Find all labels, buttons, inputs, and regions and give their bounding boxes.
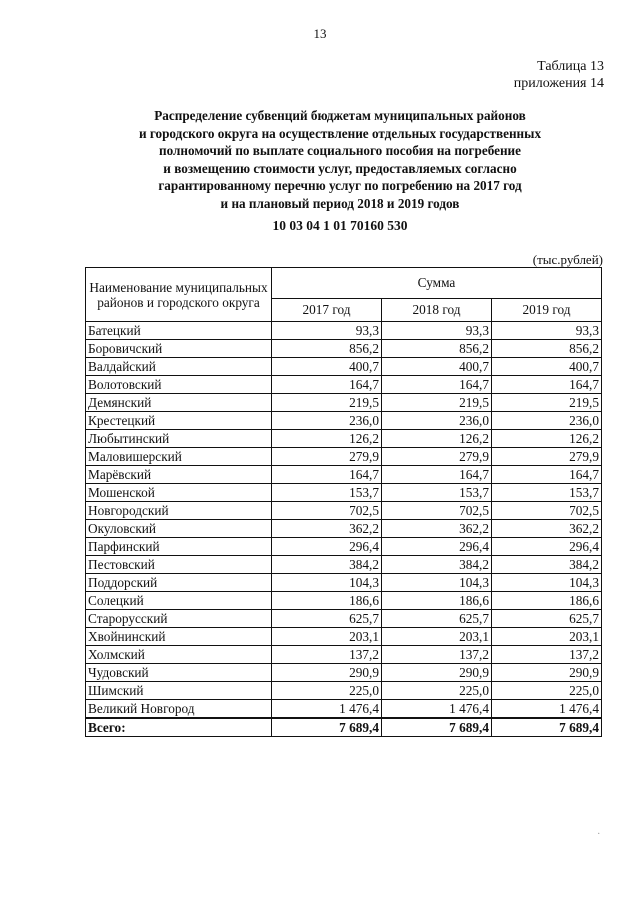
table-row [86,412,602,430]
budget-classification-code: 10 03 04 1 01 70160 530 [272,218,408,233]
row-value-2017: 153,7 [272,484,382,502]
row-municipality-name: Любытинский [86,430,272,448]
row-value-2019: 203,1 [492,628,602,646]
total-label: Всего: [86,718,272,737]
total-value-2018: 7 689,4 [382,718,492,737]
table-row [86,628,602,646]
row-value-2017: 296,4 [272,538,382,556]
header-sum: Сумма [272,268,602,299]
row-value-2018: 384,2 [382,556,492,574]
total-value-2019: 7 689,4 [492,718,602,737]
row-value-2017: 137,2 [272,646,382,664]
row-value-2019: 104,3 [492,574,602,592]
table-row [86,502,602,520]
row-value-2018: 279,9 [382,448,492,466]
table-ref-line2: приложения 14 [513,76,604,91]
row-municipality-name: Солецкий [86,592,272,610]
row-municipality-name: Боровичский [86,340,272,358]
row-municipality-name: Волотовский [86,376,272,394]
document-title [80,107,600,213]
row-value-2017: 186,6 [272,592,382,610]
row-value-2018: 126,2 [382,430,492,448]
row-municipality-name: Мошенской [86,484,272,502]
table-row [86,664,602,682]
row-value-2018: 153,7 [382,484,492,502]
row-value-2018: 1 476,4 [382,700,492,719]
row-value-2017: 702,5 [272,502,382,520]
row-value-2019: 164,7 [492,376,602,394]
title-line: и возмещению стоимости услуг, предоставляемых согласно [163,160,517,176]
header-year-2018: 2018 год [382,299,492,322]
table-total-row [86,718,602,737]
row-value-2019: 93,3 [492,322,602,340]
row-value-2018: 219,5 [382,394,492,412]
units-label: (тыс.рублей) [532,252,603,267]
row-municipality-name: Поддорский [86,574,272,592]
row-municipality-name: Шимский [86,682,272,700]
row-municipality-name: Великий Новгород [86,700,272,719]
header-year-2017: 2017 год [272,299,382,322]
table-row [86,700,602,719]
header-municipality-name: Наименование муниципальных районов и городского округа [86,268,272,322]
corner-mark: . [597,826,600,837]
table-body [86,322,602,737]
row-value-2019: 290,9 [492,664,602,682]
row-value-2017: 1 476,4 [272,700,382,719]
row-municipality-name: Новгородский [86,502,272,520]
row-value-2018: 186,6 [382,592,492,610]
table-row [86,484,602,502]
table-row [86,574,602,592]
row-value-2018: 236,0 [382,412,492,430]
row-municipality-name: Пестовский [86,556,272,574]
table-row [86,430,602,448]
row-value-2018: 400,7 [382,358,492,376]
row-value-2019: 296,4 [492,538,602,556]
row-value-2017: 290,9 [272,664,382,682]
title-line: гарантированному перечню услуг по погребению на 2017 год [158,178,522,194]
row-value-2017: 203,1 [272,628,382,646]
row-value-2019: 400,7 [492,358,602,376]
row-value-2018: 225,0 [382,682,492,700]
row-value-2017: 164,7 [272,466,382,484]
row-value-2018: 164,7 [382,376,492,394]
row-value-2017: 126,2 [272,430,382,448]
row-value-2018: 296,4 [382,538,492,556]
row-value-2019: 137,2 [492,646,602,664]
row-value-2018: 164,7 [382,466,492,484]
row-municipality-name: Холмский [86,646,272,664]
row-value-2019: 362,2 [492,520,602,538]
table-row [86,466,602,484]
row-value-2018: 856,2 [382,340,492,358]
row-value-2017: 625,7 [272,610,382,628]
row-value-2018: 702,5 [382,502,492,520]
title-line: Распределение субвенций бюджетам муниципальных районов [154,108,526,123]
row-value-2019: 856,2 [492,340,602,358]
row-municipality-name: Демянский [86,394,272,412]
row-value-2019: 1 476,4 [492,700,602,719]
table-reference [514,58,604,92]
table-row [86,592,602,610]
table-row [86,394,602,412]
row-municipality-name: Батецкий [86,322,272,340]
table-row [86,520,602,538]
table-row [86,538,602,556]
row-value-2017: 236,0 [272,412,382,430]
subvention-table [85,267,602,737]
row-value-2019: 702,5 [492,502,602,520]
table-row [86,556,602,574]
table-row [86,682,602,700]
table-row [86,448,602,466]
table-ref-line1: Таблица 13 [537,59,604,74]
row-value-2018: 290,9 [382,664,492,682]
row-value-2017: 93,3 [272,322,382,340]
table-row [86,610,602,628]
row-value-2019: 225,0 [492,682,602,700]
title-line: и на плановый период 2018 и 2019 годов [220,195,460,211]
row-value-2019: 153,7 [492,484,602,502]
row-municipality-name: Хвойнинский [86,628,272,646]
row-value-2017: 279,9 [272,448,382,466]
row-value-2019: 384,2 [492,556,602,574]
header-year-2019: 2019 год [492,299,602,322]
total-value-2017: 7 689,4 [272,718,382,737]
row-value-2017: 384,2 [272,556,382,574]
row-value-2017: 225,0 [272,682,382,700]
title-line: полномочий по выплате социального пособия на погребение [158,143,522,159]
row-value-2018: 203,1 [382,628,492,646]
row-value-2019: 164,7 [492,466,602,484]
row-value-2019: 236,0 [492,412,602,430]
title-line: и городского округа на осуществление отдельных государственных [138,125,542,141]
row-value-2018: 93,3 [382,322,492,340]
row-value-2017: 856,2 [272,340,382,358]
row-value-2019: 126,2 [492,430,602,448]
row-value-2017: 219,5 [272,394,382,412]
row-municipality-name: Старорусский [86,610,272,628]
row-value-2019: 625,7 [492,610,602,628]
row-municipality-name: Крестецкий [86,412,272,430]
row-value-2018: 625,7 [382,610,492,628]
table-row [86,376,602,394]
row-municipality-name: Чудовский [86,664,272,682]
table-row [86,322,602,340]
row-value-2018: 137,2 [382,646,492,664]
table-row [86,340,602,358]
row-value-2018: 104,3 [382,574,492,592]
row-value-2019: 279,9 [492,448,602,466]
table-row [86,646,602,664]
row-value-2017: 104,3 [272,574,382,592]
row-value-2019: 186,6 [492,592,602,610]
table-row [86,358,602,376]
row-municipality-name: Валдайский [86,358,272,376]
row-value-2017: 400,7 [272,358,382,376]
row-value-2019: 219,5 [492,394,602,412]
row-municipality-name: Парфинский [86,538,272,556]
row-municipality-name: Маловишерский [86,448,272,466]
row-value-2017: 164,7 [272,376,382,394]
row-municipality-name: Окуловский [86,520,272,538]
row-municipality-name: Марёвский [86,466,272,484]
row-value-2018: 362,2 [382,520,492,538]
page-number: 13 [313,26,327,41]
table-header-row [86,268,602,299]
row-value-2017: 362,2 [272,520,382,538]
